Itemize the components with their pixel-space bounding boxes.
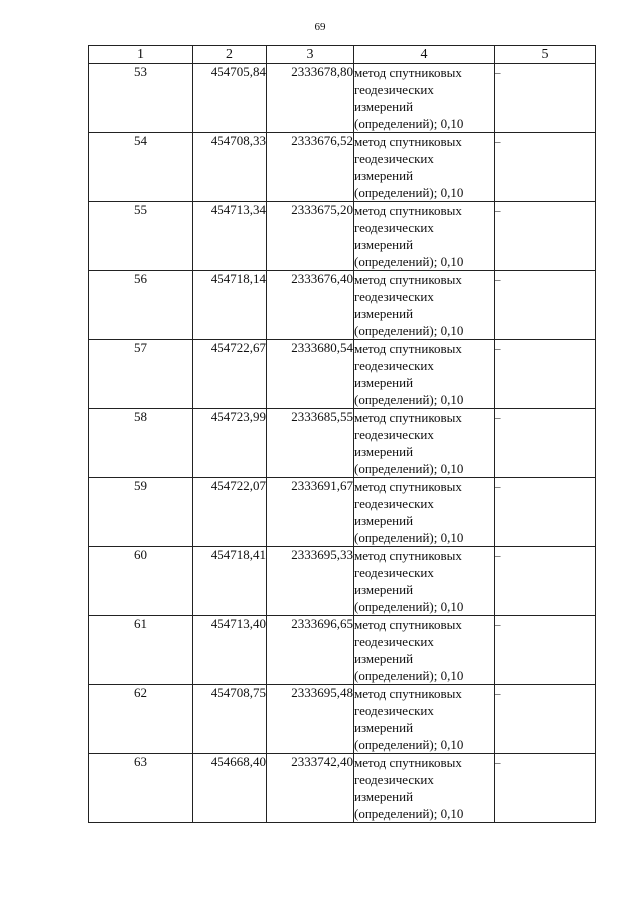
coordinate-y: 2333676,40 [267, 271, 354, 340]
header-col-4: 4 [354, 46, 495, 64]
description-cell [495, 409, 596, 478]
dash-mark: – [495, 550, 501, 562]
table-row [89, 616, 596, 685]
table-row [89, 271, 596, 340]
description-cell [495, 547, 596, 616]
table-row [89, 478, 596, 547]
point-number: 61 [89, 616, 193, 685]
description-cell [495, 133, 596, 202]
method-line-2: геодезических [354, 82, 434, 97]
dash-mark: – [495, 619, 501, 631]
point-number: 54 [89, 133, 193, 202]
method-cell [354, 547, 495, 616]
point-number: 60 [89, 547, 193, 616]
point-number: 57 [89, 340, 193, 409]
method-line-3: измерений [354, 582, 414, 597]
table-row [89, 409, 596, 478]
coordinate-y: 2333695,33 [267, 547, 354, 616]
header-row [89, 46, 596, 64]
header-col-5: 5 [495, 46, 596, 64]
method-cell [354, 202, 495, 271]
coordinate-y: 2333675,20 [267, 202, 354, 271]
method-line-1: метод спутниковых [354, 548, 462, 563]
header-col-1: 1 [89, 46, 193, 64]
method-line-1: метод спутниковых [354, 134, 462, 149]
method-line-2: геодезических [354, 703, 434, 718]
method-line-2: геодезических [354, 358, 434, 373]
point-number: 62 [89, 685, 193, 754]
table-row [89, 202, 596, 271]
method-cell [354, 409, 495, 478]
table-row [89, 340, 596, 409]
method-cell [354, 754, 495, 823]
method-cell [354, 478, 495, 547]
point-number: 55 [89, 202, 193, 271]
point-number: 59 [89, 478, 193, 547]
method-line-3: измерений [354, 720, 414, 735]
method-line-2: геодезических [354, 634, 434, 649]
coordinate-x: 454708,33 [193, 133, 267, 202]
description-cell [495, 340, 596, 409]
method-cell [354, 685, 495, 754]
method-line-1: метод спутниковых [354, 272, 462, 287]
method-line-2: геодезических [354, 496, 434, 511]
coordinate-y: 2333691,67 [267, 478, 354, 547]
coordinate-x: 454723,99 [193, 409, 267, 478]
coordinate-x: 454718,41 [193, 547, 267, 616]
method-line-4: (определений); 0,10 [354, 806, 464, 821]
coordinate-x: 454713,34 [193, 202, 267, 271]
table-row [89, 133, 596, 202]
method-line-4: (определений); 0,10 [354, 599, 464, 614]
table-row [89, 754, 596, 823]
method-line-1: метод спутниковых [354, 479, 462, 494]
point-number: 58 [89, 409, 193, 478]
method-cell [354, 64, 495, 133]
description-cell [495, 202, 596, 271]
method-line-2: геодезических [354, 220, 434, 235]
coordinate-y: 2333676,52 [267, 133, 354, 202]
method-line-1: метод спутниковых [354, 65, 462, 80]
method-line-4: (определений); 0,10 [354, 254, 464, 269]
method-line-4: (определений); 0,10 [354, 530, 464, 545]
table-body [89, 64, 596, 823]
method-line-4: (определений); 0,10 [354, 668, 464, 683]
coordinate-x: 454713,40 [193, 616, 267, 685]
dash-mark: – [495, 481, 501, 493]
method-line-1: метод спутниковых [354, 410, 462, 425]
table-row [89, 547, 596, 616]
method-line-2: геодезических [354, 289, 434, 304]
point-number: 56 [89, 271, 193, 340]
method-line-2: геодезических [354, 772, 434, 787]
method-line-4: (определений); 0,10 [354, 737, 464, 752]
dash-mark: – [495, 757, 501, 769]
coordinate-x: 454722,67 [193, 340, 267, 409]
dash-mark: – [495, 412, 501, 424]
dash-mark: – [495, 67, 501, 79]
method-line-3: измерений [354, 375, 414, 390]
dash-mark: – [495, 274, 501, 286]
header-col-2: 2 [193, 46, 267, 64]
coordinate-x: 454708,75 [193, 685, 267, 754]
dash-mark: – [495, 136, 501, 148]
method-cell [354, 616, 495, 685]
method-cell [354, 133, 495, 202]
description-cell [495, 616, 596, 685]
coordinate-y: 2333696,65 [267, 616, 354, 685]
coordinate-x: 454668,40 [193, 754, 267, 823]
method-cell [354, 271, 495, 340]
method-line-1: метод спутниковых [354, 203, 462, 218]
method-line-4: (определений); 0,10 [354, 185, 464, 200]
coordinate-x: 454705,84 [193, 64, 267, 133]
method-line-4: (определений); 0,10 [354, 392, 464, 407]
coordinate-y: 2333695,48 [267, 685, 354, 754]
method-line-3: измерений [354, 168, 414, 183]
point-number: 53 [89, 64, 193, 133]
method-line-3: измерений [354, 99, 414, 114]
coordinates-table [88, 45, 596, 823]
method-line-3: измерений [354, 306, 414, 321]
description-cell [495, 64, 596, 133]
table-row [89, 685, 596, 754]
method-line-4: (определений); 0,10 [354, 323, 464, 338]
method-line-3: измерений [354, 237, 414, 252]
method-line-3: измерений [354, 651, 414, 666]
method-line-3: измерений [354, 789, 414, 804]
method-line-1: метод спутниковых [354, 341, 462, 356]
method-line-3: измерений [354, 513, 414, 528]
coordinate-y: 2333678,80 [267, 64, 354, 133]
description-cell [495, 271, 596, 340]
description-cell [495, 685, 596, 754]
method-line-1: метод спутниковых [354, 755, 462, 770]
description-cell [495, 754, 596, 823]
dash-mark: – [495, 343, 501, 355]
point-number: 63 [89, 754, 193, 823]
method-line-2: геодезических [354, 151, 434, 166]
coordinate-x: 454722,07 [193, 478, 267, 547]
method-line-2: геодезических [354, 565, 434, 580]
method-cell [354, 340, 495, 409]
header-col-3: 3 [267, 46, 354, 64]
coordinate-y: 2333680,54 [267, 340, 354, 409]
method-line-1: метод спутниковых [354, 686, 462, 701]
method-line-2: геодезических [354, 427, 434, 442]
page-number: 69 [314, 21, 326, 33]
dash-mark: – [495, 205, 501, 217]
dash-mark: – [495, 688, 501, 700]
method-line-4: (определений); 0,10 [354, 116, 464, 131]
coordinate-y: 2333685,55 [267, 409, 354, 478]
description-cell [495, 478, 596, 547]
method-line-3: измерений [354, 444, 414, 459]
coordinate-x: 454718,14 [193, 271, 267, 340]
table-row [89, 64, 596, 133]
coordinate-y: 2333742,40 [267, 754, 354, 823]
method-line-4: (определений); 0,10 [354, 461, 464, 476]
method-line-1: метод спутниковых [354, 617, 462, 632]
